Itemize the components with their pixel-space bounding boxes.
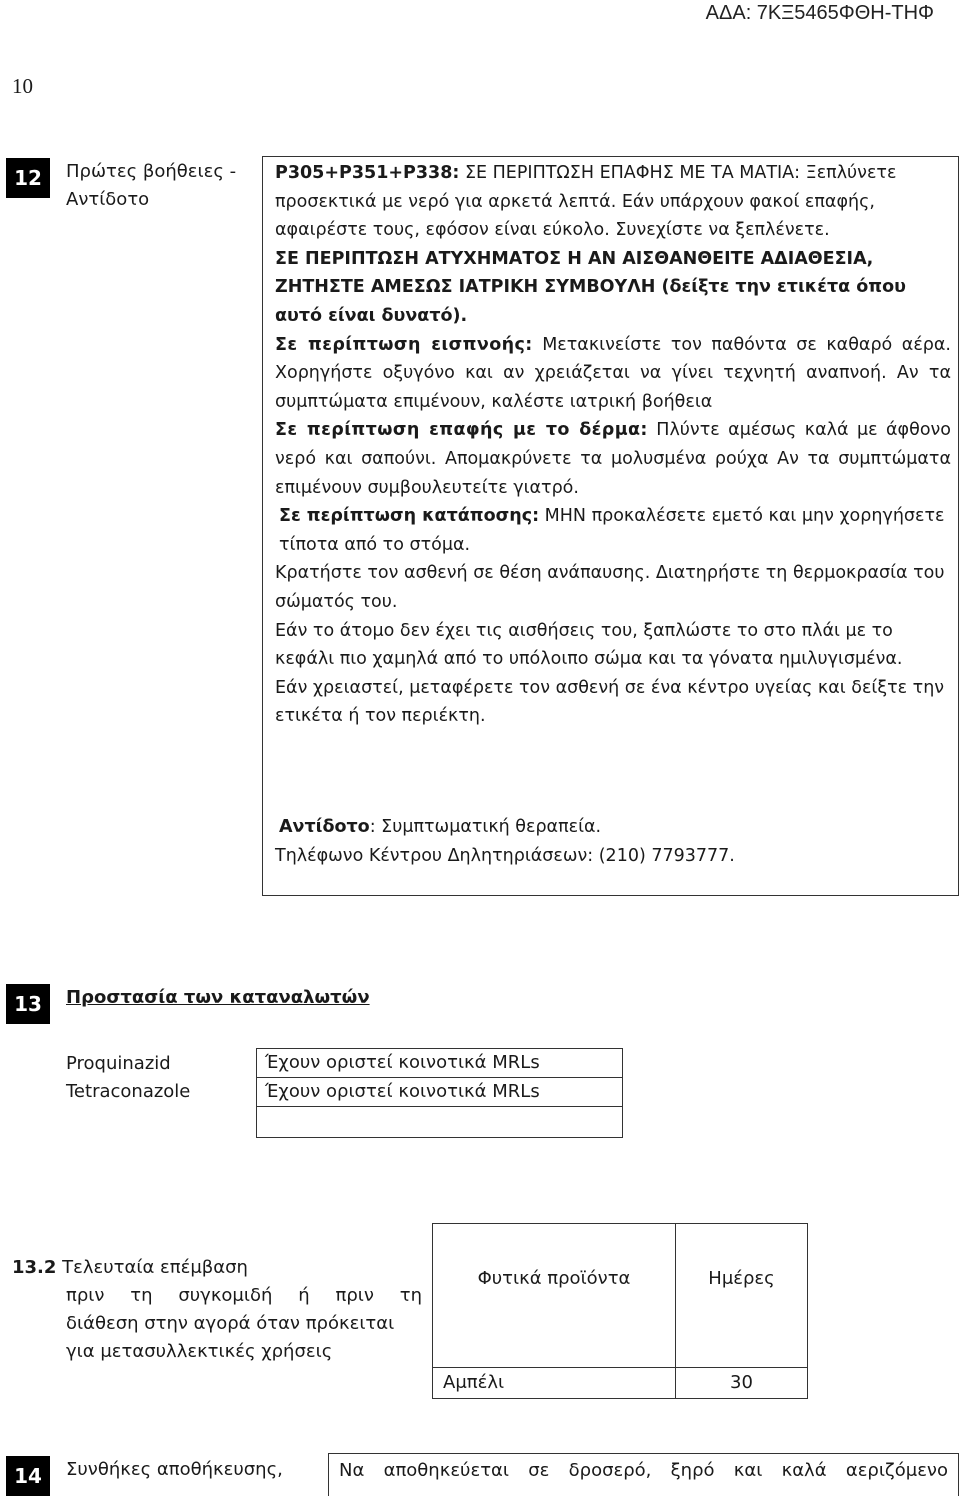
eye-text: Ξεπλύνετε προσεκτικά με νερό για αρκετά λεπτά. Εάν υπάρχουν φακοί επαφής, αφαιρέστε τους, εφόσον είναι εύκολο. Συνεχίστε να ξεπλένετε.	[275, 163, 897, 241]
first-aid-text	[275, 159, 951, 731]
substance-proquinazid: Proquinazid	[66, 1053, 171, 1074]
col-header-products-label: Φυτικά προϊόντα	[477, 1268, 631, 1289]
product-cell-vine: Αμπέλι	[432, 1367, 676, 1399]
accident-text: ΣΕ ΠΕΡΙΠΤΩΣΗ ΑΤΥΧΗΜΑΤΟΣ Η ΑΝ ΑΙΣΘΑΝΘΕΙΤΕ ΑΔΙΑΘΕΣΙΑ, ΖΗΤΗΣΤΕ ΑΜΕΣΩΣ ΙΑΤΡΙΚΗ ΣΥΜΒΟΥΛΗ (δείξτε την ετικέτα όπου αυτό είναι δυνατό).	[275, 248, 906, 326]
antidote-block	[275, 813, 951, 870]
unconscious-paragraph: Εάν το άτομο δεν έχει τις αισθήσεις του, ξαπλώστε το στο πλάι με το κεφάλι πιο χαμηλά από το υπόλοιπο σώμα και τα γόνατα ημιλυγισμένα.	[275, 620, 903, 670]
section-13-2-number: 13.2	[12, 1257, 57, 1278]
mrl-status-tetraconazole: Έχουν οριστεί κοινοτικά MRLs	[256, 1077, 623, 1107]
eye-heading: ΣΕ ΠΕΡΙΠΤΩΣΗ ΕΠΑΦΗΣ ΜΕ ΤΑ ΜΑΤΙΑ:	[459, 163, 801, 183]
section-14-label: Συνθήκες αποθήκευσης,	[66, 1459, 283, 1480]
inhalation-label: Σε περίπτωση εισπνοής:	[275, 334, 533, 355]
skin-label: Σε περίπτωση επαφής με το δέρμα:	[275, 420, 648, 441]
accident-paragraph	[275, 245, 951, 331]
ada-header: ΑΔΑ: 7ΚΞ5465ΦΘΗ-ΤΗΦ	[705, 2, 934, 24]
skin-paragraph	[275, 416, 951, 502]
days-cell-vine: 30	[675, 1367, 808, 1399]
section-12-label	[66, 158, 256, 214]
mrl-status-proquinazid: Έχουν οριστεί κοινοτικά MRLs	[256, 1048, 623, 1078]
col-header-days	[675, 1223, 808, 1368]
section-12-label-line2: Αντίδοτο	[66, 189, 150, 210]
section-13-number: 13	[6, 984, 50, 1024]
ingestion-text: ΜΗΝ προκαλέσετε εμετό και μην χορηγήσετε τίποτα από το στόμα.	[279, 506, 945, 555]
section-12-label-line1: Πρώτες βοήθειες -	[66, 161, 237, 182]
first-aid-box	[262, 156, 959, 896]
mrl-empty-row	[256, 1106, 623, 1138]
skin-tail: Απομακρύνετε τα μολυσμένα ρούχα Αν τα συμπτώματα επιμένουν συμβουλευτείτε γιατρό.	[275, 448, 952, 498]
col-header-days-label: Ημέρες	[708, 1268, 775, 1289]
section-13-2-label-line2: πριν τη συγκομιδή ή πριν τη	[66, 1285, 422, 1306]
antidote-text: : Συμπτωματική θεραπεία.	[369, 817, 602, 837]
section-14-number: 14	[6, 1456, 50, 1496]
inhalation-text: Μετακινείστε τον παθόντα σε καθαρό αέρα. Χορηγήστε οξυγόνο και αν χρειάζεται να γίνει τεχνητή αναπνοή.	[275, 334, 951, 384]
section-13-2-label-l1: Τελευταία επέμβαση	[56, 1257, 248, 1278]
section-12-number: 12	[6, 158, 50, 198]
ingestion-paragraph	[275, 502, 951, 559]
page-number: 10	[12, 74, 33, 98]
transport-paragraph: Εάν χρειαστεί, μεταφέρετε τον ασθενή σε ένα κέντρο υγείας και δείξτε την ετικέτα ή τον περιέκτη.	[275, 677, 945, 727]
eye-code: P305+P351+P338:	[275, 163, 460, 183]
inhalation-paragraph	[275, 331, 951, 417]
section-13-title: Προστασία των καταναλωτών	[66, 987, 370, 1008]
antidote-line	[275, 813, 951, 842]
storage-text: Να αποθηκεύεται σε δροσερό, ξηρό και καλά αεριζόμενο	[328, 1453, 959, 1496]
ingestion-label: Σε περίπτωση κατάποσης:	[279, 506, 540, 527]
rest-paragraph: Κρατήστε τον ασθενή σε θέση ανάπαυσης. Διατηρήστε τη θερμοκρασία του σώματός του.	[275, 563, 945, 612]
skin-text: Πλύντε αμέσως καλά με άφθονο νερό και σαπούνι.	[275, 420, 952, 469]
col-header-products	[432, 1223, 676, 1368]
eye-paragraph	[275, 159, 951, 245]
antidote-label: Αντίδοτο	[279, 817, 370, 837]
substance-tetraconazole: Tetraconazole	[66, 1081, 191, 1102]
section-13-2-label-line4: για μετασυλλεκτικές χρήσεις	[66, 1341, 333, 1362]
poison-center-phone: Τηλέφωνο Κέντρου Δηλητηριάσεων: (210) 7793777.	[275, 845, 735, 866]
section-13-2-label-line1	[12, 1254, 248, 1282]
inhalation-tail: Αν τα συμπτώματα επιμένουν, καλέστε ιατρική βοήθεια	[275, 363, 951, 412]
section-13-2-label-line3: διάθεση στην αγορά όταν πρόκειται	[66, 1313, 395, 1334]
